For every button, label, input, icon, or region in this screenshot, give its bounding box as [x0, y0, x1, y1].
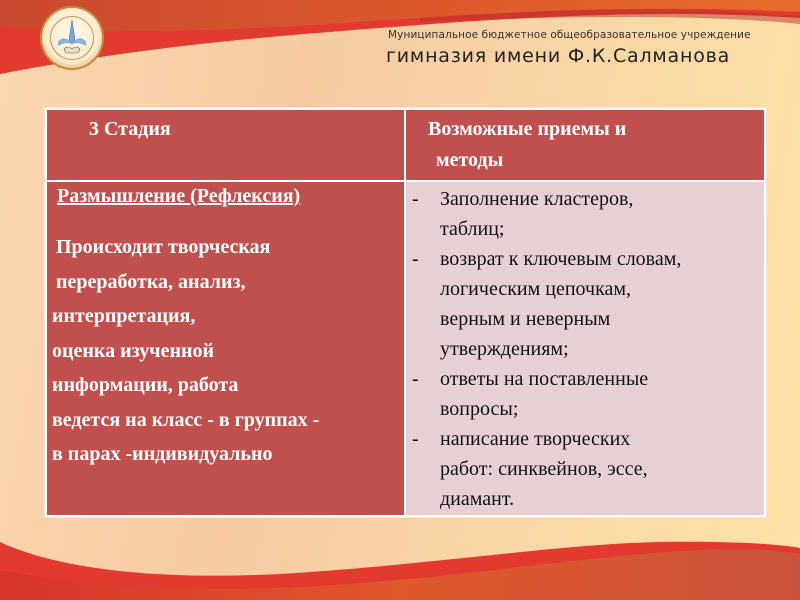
stage-cell: [47, 182, 404, 515]
method-line: верным и неверным: [440, 308, 611, 330]
method-line: работ: синквейнов, эссе,: [440, 458, 648, 480]
method-item: [412, 184, 681, 244]
method-line: логическим цепочкам,: [440, 278, 632, 300]
method-line: возврат к ключевым словам,: [440, 248, 682, 270]
dash-bullet-icon: -: [412, 188, 419, 210]
stage-title: Размышление (Рефлексия): [57, 185, 301, 207]
organization-name: гимназия имени Ф.К.Салманова: [386, 45, 731, 67]
description-line: ведется на класс - в группах -: [52, 408, 320, 431]
dash-bullet-icon: -: [412, 248, 419, 270]
method-line: таблиц;: [440, 218, 505, 240]
description-line: оценка изученной: [52, 339, 215, 362]
methods-header-line2: методы: [436, 149, 504, 171]
method-line: диамант.: [440, 488, 515, 510]
methods-header-line1: Возможные приемы и: [428, 118, 627, 140]
method-line: ответы на поставленные: [440, 368, 649, 390]
methods-cell: [406, 182, 764, 515]
school-emblem-icon: [54, 18, 90, 58]
header-cell-stage: [47, 110, 404, 180]
description-line: Происходит творческая: [56, 236, 271, 258]
method-line: Заполнение кластеров,: [440, 188, 634, 210]
dash-bullet-icon: -: [412, 368, 419, 390]
method-item: [412, 424, 681, 514]
description-line: информации, работа: [52, 374, 239, 396]
method-line: утверждениям;: [440, 338, 569, 360]
organization-type: Муниципальное бюджетное общеобразовательное учреждение: [388, 29, 751, 41]
stage-header: 3 Стадия: [89, 118, 171, 140]
school-emblem: [40, 6, 104, 70]
header-cell-methods: [406, 110, 764, 180]
description-line: переработка, анализ,: [56, 270, 246, 293]
bottom-decorative-wave: [0, 530, 800, 600]
description-line: интерпретация,: [52, 305, 196, 327]
method-line: вопросы;: [440, 398, 519, 420]
method-line: написание творческих: [440, 428, 631, 450]
stage-description: [52, 230, 319, 472]
method-item: [412, 244, 681, 364]
methods-table: [45, 108, 766, 517]
method-item: [412, 364, 681, 424]
dash-bullet-icon: -: [412, 428, 419, 450]
description-line: в парах -индивидуально: [52, 443, 273, 465]
methods-list: [412, 184, 681, 514]
